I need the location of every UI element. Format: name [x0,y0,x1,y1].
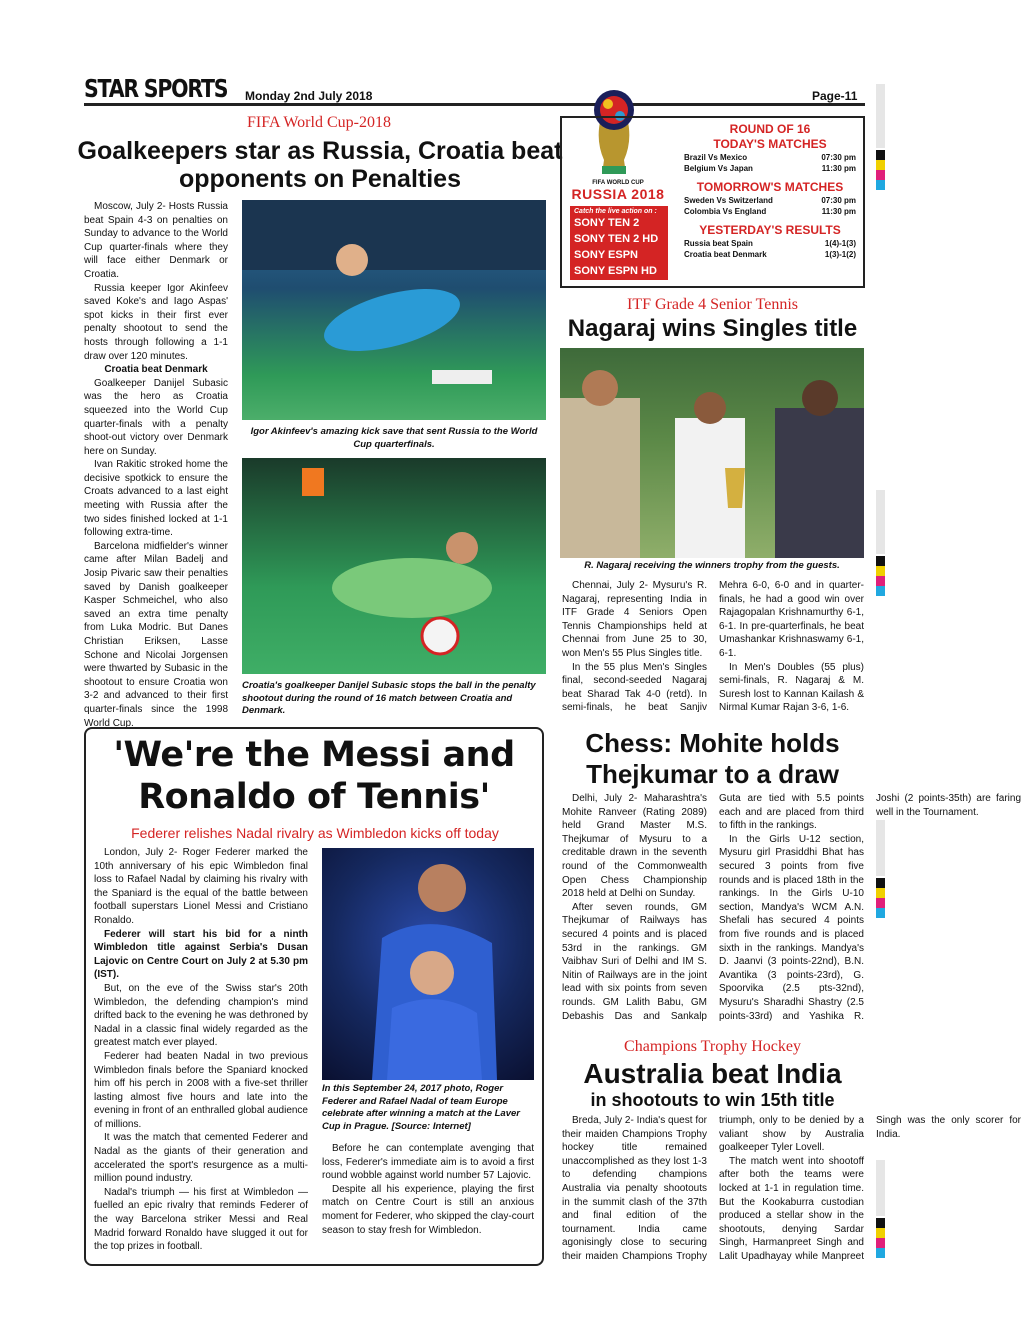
fifa-paragraph: Barcelona midfielder's winner came after Milan Badelj and Josip Pivaric saw their penalties saved by Danish goalkeeper Kasper Schmeichel, who also saved an extra time penalty from Luka Modric. But Danes Christian Eriksen, Lasse Schone and Nicolai Jorgensen were thwarted by Subasic in the shootout to ensure Croatia won 3-2 and advanced to their first quarter-finals since the 1998 World Cup. [84,540,228,729]
hockey-headline-2: in shootouts to win 15th title [590,1090,835,1110]
match-name: Croatia beat Denmark [684,250,767,259]
match-row [684,152,856,163]
federer-headline: 'We're the Messi and Ronaldo of Tennis' [113,735,515,817]
live-label: Catch the live action on : [574,208,657,215]
channel-item: SONY ESPN HD [574,265,657,277]
tennis-paragraph: Chennai, July 2- Mysuru's R. Nagaraj, representing India in ITF Grade 4 Seniors Open Tennis Championships held at Chennai from June 25 to 30, won Men's 55 Plus Singles title. [562,580,707,659]
federer-paragraph-bold: Federer will start his bid for a ninth Wimbledon title against Serbia's Dusan Lajovic on Centre Court on July 2 at 5.30 pm (IST). [94,928,308,981]
channel-item: SONY ESPN [574,249,638,261]
channel-item: SONY TEN 2 [574,217,640,229]
match-time: 07:30 pm [821,196,856,205]
akinfeev-photo [242,200,546,420]
registration-yellow [876,566,885,576]
schedule-tables [684,122,856,260]
hockey-paragraph: The match went into shootoff after both the teams were locked at 1-1 in regulation time. But the Kookaburra custodian produced a stellar show in the shootouts, denying Sardar Singh, Harmanpreet Singh and Lalit Upadhayay while Manpreet Singh was the only scorer for India. [719,1115,1021,1262]
tint-strip [876,490,885,554]
fifa-kicker: FIFA World Cup-2018 [247,114,391,131]
match-name: Belgium Vs Japan [684,164,753,173]
result-row [684,249,856,260]
registration-yellow [876,160,885,170]
federer-paragraph: Nadal's triumph — his first at Wimbledon — fuelled an epic rivalry that reminds Federer of the way Barcelona striker Messi and Real Madrid forward Ronaldo have slugged it out for the top prizes in football. [94,1186,308,1253]
federer-paragraph: London, July 2- Roger Federer marked the 10th anniversary of his epic Wimbledon final loss to Rafael Nadal by claiming his rivalry with the Spaniard is the equal of the battle between football superstars Lionel Messi and Cristiano Ronaldo. [94,847,308,926]
match-time: 11:30 pm [821,207,856,216]
header-rule [84,103,865,106]
match-row [684,206,856,217]
federer-body-continued [322,1142,534,1237]
tennis-paragraph: In Men's Doubles (55 plus) semi-finals, R. Nagaraj & M. Suresh lost to Kannan Kailash & Nirmal Kumar Rajan 3-6, 1-6. [719,661,864,714]
goalkeeper-dive-illustration [242,200,546,420]
registration-magenta [876,898,885,908]
registration-magenta [876,170,885,180]
hockey-paragraph: Breda, July 2- India's quest for their maiden Champions Trophy hockey title remained unaccomplished as they lost 1-3 to defending champions Australia via penalty shootouts in the summit clash of the 37th and final edition of the tournament. India came agonisingly close to securing their maiden Champions Trophy triumph, only to be denied by a valiant show by Australia goalkeeper Tyler Lovell. [562,1115,864,1262]
chess-headline-1: Chess: Mohite holds [585,728,840,758]
registration-cyan [876,1248,885,1258]
fifa-body [84,200,228,730]
federer-subhead: Federer relishes Nadal rivalry as Wimbledon kicks off today [131,825,499,841]
tint-strip [876,84,885,148]
fifa-headline: Goalkeepers star as Russia, Croatia beat opponents on Penalties [77,137,563,193]
tint-strip [876,820,885,876]
subasic-caption: Croatia's goalkeeper Danijel Subasic stops the ball in the penalty shootout during the round of 16 match between Croatia and Denmark. [242,680,536,716]
subasic-photo [242,458,546,674]
match-row [684,163,856,174]
chess-paragraph: After seven rounds, GM Thejkumar of Railways has secured 4 points and is placed 53rd in the rankings. GM Vaibhav Suri of Delhi and IM S. Nitin of Railways are in the joint lead with six points from seven rounds. GM Lalith Babu, GM Debashis Das and Sankalp Guta are tied with 5.5 points each and are placed from third to fifth in the rankings. [562,793,864,1022]
round-title: ROUND OF 16 [729,122,811,136]
registration-magenta [876,1238,885,1248]
chess-paragraph: Delhi, July 2- Maharashtra's Mohite Ranveer (Rating 2089) held Grand Master M.S. Thejkumar of Mysuru to a creditable drawn in the seventh round of the Commonwealth Open Chess Championship 2018 held at Delhi on Sunday. [562,793,707,900]
registration-black [876,150,885,160]
tint-strip [876,1160,885,1216]
issue-date: Monday 2nd July 2018 [245,89,373,103]
federer-paragraph: But, on the eve of the Swiss star's 20th Wimbledon, the defending champion's mind drifted back to the evening he was dethroned by Nadal in a classic final widely regarded as the greatest match ever played. [94,982,308,1049]
tennis-paragraph: In the 55 plus Men's Singles final, second-seeded Nagaraj beat Sharad Tak 4-0 (retd). In semi-finals, he beat Sanjiv Mehra 6-0, 6-0 and in quarter-finals, he had a good win over Rajagopalan Krishnamurthy 6-1, 6-1. In pre-quarterfinals, he beat Umashankar Krishnaswamy 6-1, 6-1. [562,580,864,714]
match-time: 07:30 pm [821,153,856,162]
match-name: Russia beat Spain [684,239,753,248]
federer-caption: In this September 24, 2017 photo, Roger Federer and Rafael Nadal of team Europe celebrate after winning a match at the Laver Cup in Prague. [Source: Internet] [322,1083,520,1132]
chess-body [562,792,1021,1034]
registration-black [876,556,885,566]
nagaraj-photo [560,348,864,558]
match-score: 1(3)-1(2) [824,250,856,259]
hockey-headline-1: Australia beat India [583,1058,842,1089]
channel-item: SONY TEN 2 HD [574,233,659,245]
federer-nadal-photo [322,848,534,1080]
fifa-subhead: Croatia beat Denmark [104,364,208,376]
masthead: STAR SPORTS [84,74,228,103]
players-celebrating-illustration [322,848,534,1080]
nagaraj-caption: R. Nagaraj receiving the winners trophy from the guests. [584,560,840,571]
hockey-body [562,1114,1021,1270]
federer-paragraph: Despite all his experience, playing the first match on Centre Court is still an anxious moment for Federer, who skipped the clay-court season to stay fresh for Wimbledon. [322,1183,534,1236]
federer-paragraph: Federer had beaten Nadal in two previous Wimbledon finals before the Spaniard knocked him off his perch in 2008 with a five-set thriller lasting almost five hours and late into the evening in front of an enthralled global audience of millions. [94,1050,308,1130]
fifa-paragraph: Goalkeeper Danijel Subasic was the hero as Croatia squeezed into the World Cup quarter-finals with a penalty shoot-out victory over Denmark here on Sunday. [84,377,228,457]
match-name: Colombia Vs England [684,207,767,216]
registration-magenta [876,576,885,586]
match-row [684,195,856,206]
tennis-headline: Nagaraj wins Singles title [567,315,858,342]
trophy-presentation-illustration [560,348,864,558]
logo-russia-2018: RUSSIA 2018 [571,186,665,202]
match-name: Sweden Vs Switzerland [684,196,773,205]
goalkeeper-save-illustration [242,458,546,674]
match-name: Brazil Vs Mexico [684,153,748,162]
fifa-paragraph: Russia keeper Igor Akinfeev saved Koke's and Iago Aspas' spot kicks in their first ever penalty shootout to send the hosts through following a 1-1 draw over 120 minutes. [84,282,228,362]
registration-black [876,1218,885,1228]
today-title: TODAY'S MATCHES [713,137,827,151]
schedule-box [560,116,865,288]
registration-cyan [876,180,885,190]
tomorrow-title: TOMORROW'S MATCHES [696,180,844,194]
akinfeev-caption: Igor Akinfeev's amazing kick save that sent Russia to the World Cup quarterfinals. [250,426,538,450]
chess-headline-2: Thejkumar to a draw [586,759,839,789]
tennis-body [562,579,864,721]
hockey-kicker: Champions Trophy Hockey [624,1038,801,1055]
federer-paragraph: It was the match that cemented Federer and Nadal as the giants of their generation and accelerated the sport's resurgence as a multi-million pound industry. [94,1132,308,1185]
result-row [684,238,856,249]
federer-paragraph: Before he can contemplate avenging that loss, Federer's immediate aim is to avoid a first round wobble against world number 57 Lajovic. [322,1143,534,1182]
registration-black [876,878,885,888]
match-score: 1(4)-1(3) [824,239,856,248]
chess-paragraph: In the Girls U-12 section, Mysuru girl Prasiddhi Bhat has secured 3 points from five rounds and is placed 18th in the rankings. In the Girls U-10 section, Mandya's WCM A.N. Shefali has secured 4 points from five rounds and is placed sixth in the rankings. Mandya's D. Jaanvi (3 points-22nd), B.N. Avantika (3 points-23rd), G. Spoorvika (2.5 pts-32nd), Mysuru's Sharadhi Shastry (2.5 points-33rd) and Yashika R. Joshi (2 points-35th) are faring well in the Tournament. [719,793,1021,1022]
tennis-kicker: ITF Grade 4 Senior Tennis [627,296,798,313]
logo-small-text: FIFA WORLD CUP [592,180,644,186]
fifa-paragraph: Moscow, July 2- Hosts Russia beat Spain 4-3 on penalties on Sunday to advance to the World Cup quarter-finals where they will face either Denmark or Croatia. [84,201,228,280]
page-number: Page-11 [812,89,858,103]
registration-cyan [876,586,885,596]
fifa-paragraph: Ivan Rakitic stroked home the decisive spotkick to ensure the Croats advanced to a last eight meeting with Russia after the two sides finished locked at 1-1 following extra-time. [84,459,228,539]
federer-body [94,846,308,1254]
yesterday-title: YESTERDAY'S RESULTS [699,223,841,237]
live-channels-panel [570,206,668,280]
registration-yellow [876,1228,885,1238]
match-time: 11:30 pm [821,164,856,173]
registration-cyan [876,908,885,918]
registration-yellow [876,888,885,898]
